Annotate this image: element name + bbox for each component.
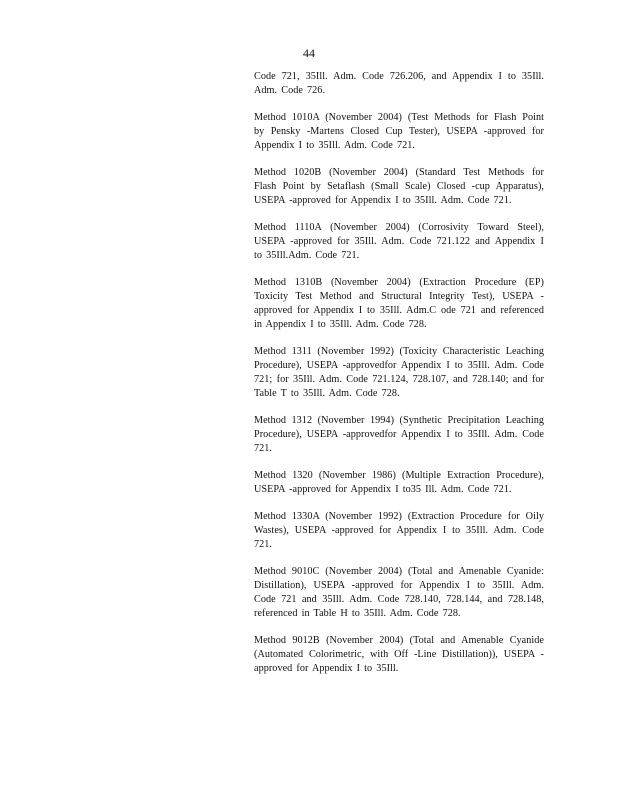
paragraph-method-1330a: Method 1330A (November 1992) (Extraction Procedure for Oily Wastes), USEPA -approved for Appendix I to 35Ill. Adm. Code 721. [254,511,544,550]
text-column [254,70,544,689]
paragraph-method-1320: Method 1320 (November 1986) (Multiple Extraction Procedure), USEPA -approved for Appendix I to35 Ill. Adm. Code 721. [254,470,544,495]
paragraph-continuation: Code 721, 35Ill. Adm. Code 726.206, and Appendix I to 35Ill. Adm. Code 726. [254,71,544,96]
page-number: 44 [303,46,315,60]
paragraph-method-9012b: Method 9012B (November 2004) (Total and Amenable Cyanide (Automated Colorimetric, with Off -Line Distillation)), USEPA -approved for Appendix I to 35Ill. [254,635,544,674]
paragraph-method-1312: Method 1312 (November 1994) (Synthetic Precipitation Leaching Procedure), USEPA -approvedfor Appendix I to 35Ill. Adm. Code 721. [254,415,544,454]
paragraph-method-1311: Method 1311 (November 1992) (Toxicity Characteristic Leaching Procedure), USEPA -approvedfor Appendix I to 35Ill. Adm. Code 721; for 35Ill. Adm. Code 721.124, 728.107, and 728.140; and for Table T to 35Ill. Adm. Code 728. [254,346,544,399]
paragraph-method-1310b: Method 1310B (November 2004) (Extraction Procedure (EP) Toxicity Test Method and Structural Integrity Test), USEPA -approved for Appendix I to 35Ill. Adm.C ode 721 and referenced in Appendix I to 35Ill. Adm. Code 728. [254,277,544,330]
paragraph-method-1010a: Method 1010A (November 2004) (Test Methods for Flash Point by Pensky -Martens Closed Cup Tester), USEPA -approved for Appendix I to 35Ill. Adm. Code 721. [254,112,544,151]
paragraph-method-9010c: Method 9010C (November 2004) (Total and Amenable Cyanide: Distillation), USEPA -approved for Appendix I to 35Ill. Adm. Code 721 and 35Ill. Adm. Code 728.140, 728.144, and 728.148, referenced in Table H to 35Ill. Adm. Code 728. [254,566,544,619]
paragraph-method-1110a: Method 1110A (November 2004) (Corrosivity Toward Steel), USEPA -approved for 35Ill. Adm. Code 721.122 and Appendix I to 35Ill.Adm. Code 721. [254,222,544,261]
paragraph-method-1020b: Method 1020B (November 2004) (Standard Test Methods for Flash Point by Setaflash (Small Scale) Closed -cup Apparatus), USEPA -approved for Appendix I to 35Ill. Adm. Code 721. [254,167,544,206]
